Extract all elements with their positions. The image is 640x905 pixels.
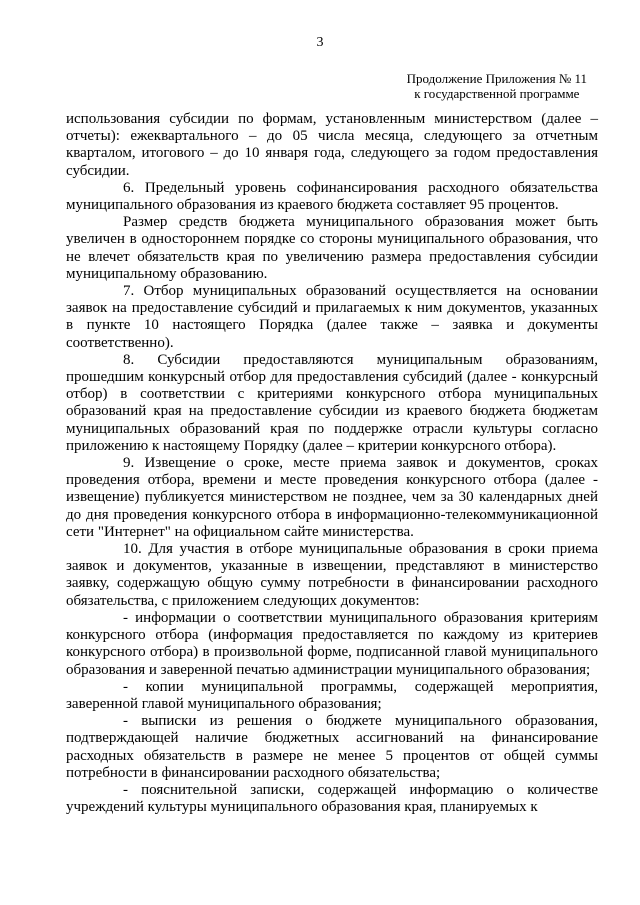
list-item-budget-extract: - выписки из решения о бюджете муниципального образования, подтверждающей наличие бюджетных ассигнований на финансирование расходных обязательств в размере не менее 5 процентов от общей суммы потребности в финансировании расходного обязательства;: [66, 713, 598, 781]
paragraph-9: 9. Извещение о сроке, месте приема заявок и документов, сроках проведения отбора, времени и месте проведения конкурсного отбора (далее - извещение) публикуется министерством не позднее, чем за 30 календарных дней до дня проведения конкурсного отбора в информационно-телекоммуникационной сети "Интернет" на официальном сайте министерства.: [66, 455, 598, 540]
list-item-explanatory-note: - пояснительной записки, содержащей информацию о количестве учреждений культуры муниципального образования края, планируемых к: [66, 781, 598, 816]
paragraph-subsidy-reporting: использования субсидии по формам, установленным министерством (далее – отчеты): ежеквартального – до 05 числа месяца, следующего за отчетным кварталом, итогового – до 10 января года, следующего за годом предоставления субсидии.: [66, 111, 598, 179]
paragraph-6-budget-increase: Размер средств бюджета муниципального образования может быть увеличен в одностороннем порядке со стороны муниципального образования, что не влечет обязательств края по увеличению размера предоставления субсидии муниципальному образованию.: [66, 214, 598, 282]
list-item-compliance-info: - информации о соответствии муниципального образования критериям конкурсного отбора (информация предоставляется по каждому из критериев конкурсного отбора) в произвольной форме, подписанной главой муниципального образования и заверенной печатью администрации муниципального образования;: [66, 609, 598, 678]
appendix-header-line1: Продолжение Приложения № 11: [406, 71, 587, 86]
paragraph-6: 6. Предельный уровень софинансирования расходного обязательства муниципального образования из краевого бюджета составляет 95 процентов.: [66, 179, 598, 214]
paragraph-7: 7. Отбор муниципальных образований осуществляется на основании заявок на предоставление субсидий и прилагаемых к ним документов, указанных в пункте 10 настоящего Порядка (далее также – заявка и документы соответственно).: [66, 283, 598, 351]
paragraph-8: 8. Субсидии предоставляются муниципальным образованиям, прошедшим конкурсный отбор для предоставления субсидий (далее - конкурсный отбор) в соответствии с критериями конкурсного отбора муниципальных образований края на предоставление субсидии из краевого бюджета бюджетам муниципальных образований края по поддержке отрасли культуры согласно приложению к настоящему Порядку (далее – критерии конкурсного отбора).: [66, 351, 598, 454]
page-number: 3: [316, 35, 324, 50]
paragraph-10: 10. Для участия в отборе муниципальные образования в сроки приема заявок и документов, указанные в извещении, представляют в министерство заявку, содержащую общую сумму потребности в финансировании расходного обязательства, с приложением следующих документов:: [66, 541, 598, 609]
appendix-header: [407, 71, 587, 101]
list-item-program-copy: - копии муниципальной программы, содержащей мероприятия, заверенной главой муниципального образования;: [66, 678, 598, 712]
appendix-header-line2: к государственной программе: [414, 86, 580, 101]
document-body: [66, 111, 598, 816]
